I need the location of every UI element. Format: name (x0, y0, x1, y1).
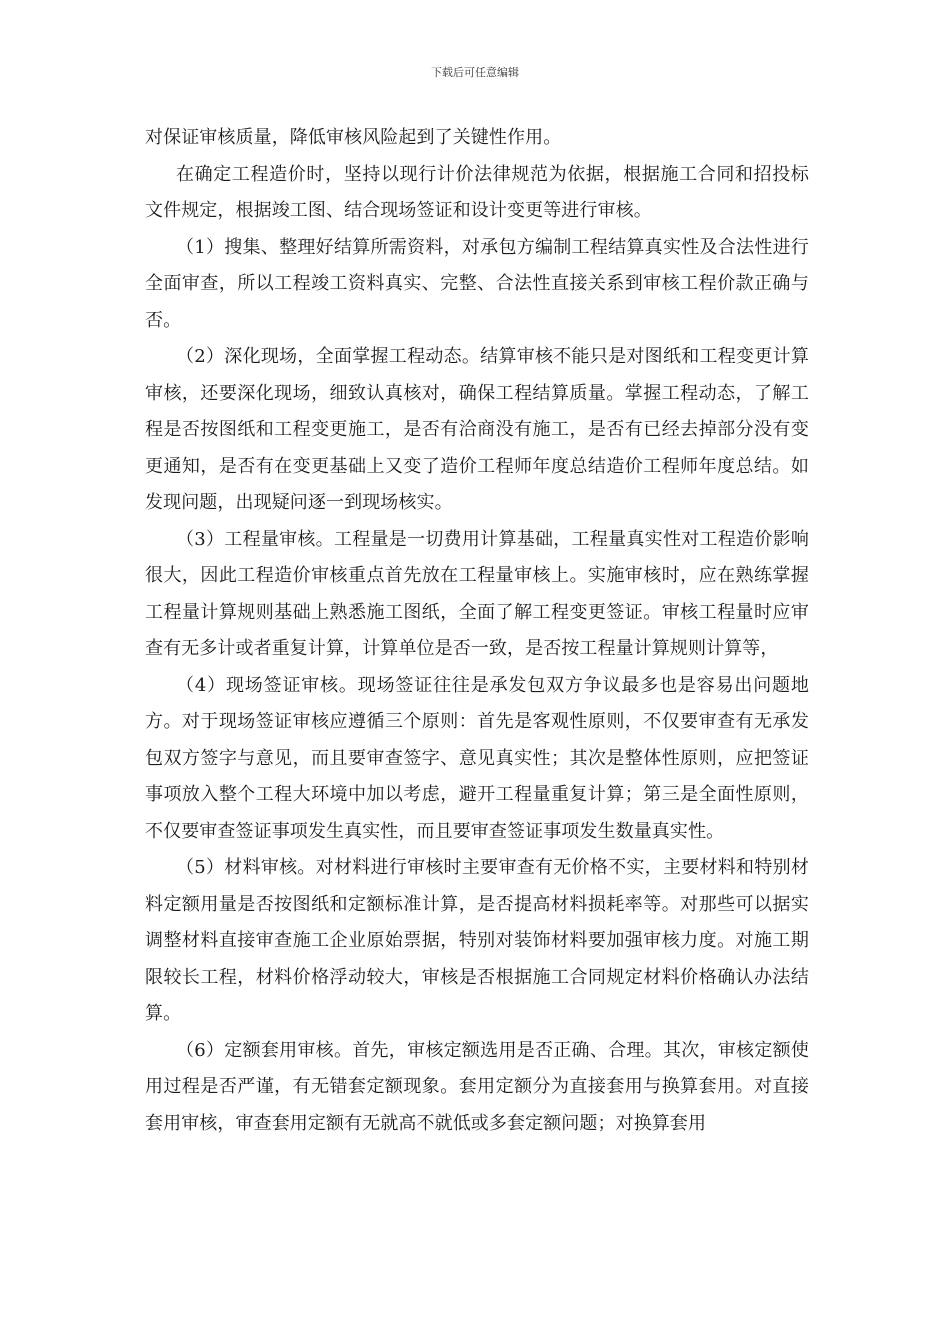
paragraph: 在确定工程造价时，坚持以现行计价法律规范为依据，根据施工合同和招投标文件规定，根据竣工图、结合现场签证和设计变更等进行审核。 (145, 163, 809, 221)
paragraph: （6）定额套用审核。首先，审核定额选用是否正确、合理。其次，审核定额使用过程是否严谨，有无错套定额现象。套用定额分为直接套用与换算套用。对直接套用审核，审查套用定额有无就高不就低或多套定额问题；对换算套用 (145, 1039, 809, 1134)
body-text (145, 120, 809, 1142)
paragraph: 对保证审核质量，降低审核风险起到了关键性作用。 (145, 127, 562, 148)
paragraph: （4）现场签证审核。现场签证往往是承发包双方争议最多也是容易出问题地方。对于现场签证审核应遵循三个原则：首先是客观性原则，不仅要审查有无承发包双方签字与意见，而且要审查签字、意见真实性；其次是整体性原则，应把签证事项放入整个工程大环境中加以考虑，避开工程量重复计算；第三是全面性原则，不仅要审查签证事项发生真实性，而且要审查签证事项发生数量真实性。 (145, 674, 809, 842)
paragraph: （2）深化现场，全面掌握工程动态。结算审核不能只是对图纸和工程变更计算审核，还要深化现场，细致认真核对，确保工程结算质量。掌握工程动态，了解工程是否按图纸和工程变更施工，是否有洽商没有施工，是否有已经去掉部分没有变更通知，是否有在变更基础上又变了造价工程师年度总结造价工程师年度总结。如发现问题，出现疑问逐一到现场核实。 (145, 346, 809, 513)
paragraph: （3）工程量审核。工程量是一切费用计算基础，工程量真实性对工程造价影响很大，因此工程造价审核重点首先放在工程量审核上。实施审核时，应在熟练掌握工程量计算规则基础上熟悉施工图纸，全面了解工程变更签证。审核工程量时应审查有无多计或者重复计算，计算单位是否一致，是否按工程量计算规则计算等， (145, 528, 809, 659)
paragraph: （5）材料审核。对材料进行审核时主要审查有无价格不实，主要材料和特别材料定额用量是否按图纸和定额标准计算，是否提高材料损耗率等。对那些可以据实调整材料直接审查施工企业原始票据，特别对装饰材料要加强审核力度。对施工期限较长工程，材料价格浮动较大，审核是否根据施工合同规定材料价格确认办法结算。 (145, 857, 809, 1024)
paragraph: （1）搜集、整理好结算所需资料，对承包方编制工程结算真实性及合法性进行全面审查，所以工程竣工资料真实、完整、合法性直接关系到审核工程价款正确与否。 (145, 236, 809, 331)
page-header: 下载后可任意编辑 (431, 66, 519, 79)
